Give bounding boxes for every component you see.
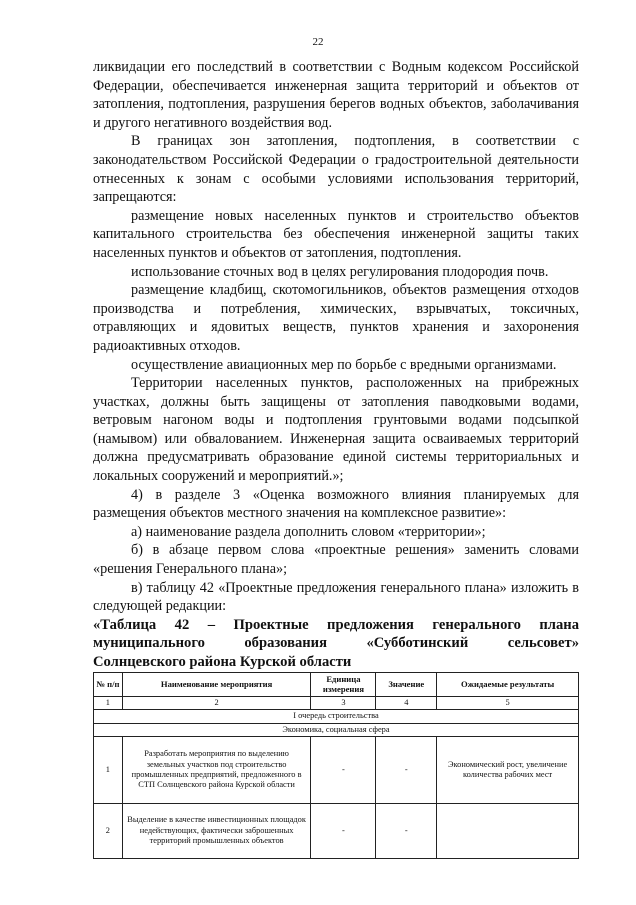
column-number: 3 — [311, 696, 376, 709]
column-number: 2 — [122, 696, 311, 709]
paragraph: б) в абзаце первом слова «проектные решения» заменить словами «решения Генерального плана»; — [93, 542, 579, 578]
paragraph: размещение новых населенных пунктов и строительство объектов капитального строительства без обеспечения инженерной защиты таких населенных пунктов и объектов от затопления, подтопления. — [93, 207, 579, 261]
column-number: 5 — [437, 696, 579, 709]
row-num: 2 — [94, 804, 123, 859]
column-number: 4 — [376, 696, 437, 709]
row-result — [437, 804, 579, 859]
measures-table — [93, 672, 579, 859]
sphere-row — [94, 723, 579, 736]
table-title-main: «Таблица 42 – Проектные предложения генерального плана муниципального образования «Субботинский сельсовет» — [93, 616, 579, 652]
header-result: Ожидаемые результаты — [437, 673, 579, 697]
row-unit: - — [311, 737, 376, 804]
table-row — [94, 737, 579, 804]
paragraph: использование сточных вод в целях регулирования плодородия почв. — [131, 263, 549, 280]
sphere-label: Экономика, социальная сфера — [94, 723, 579, 736]
table-title — [93, 616, 579, 672]
header-unit: Единица измерения — [311, 673, 376, 697]
paragraph: ликвидации его последствий в соответствии с Водным кодексом Российской Федерации, обеспечивается инженерная защита территорий и объектов от затопления, подтопления, разрушения берегов водных объектов, заболачивания и другого негативного воздействия вод. — [93, 59, 579, 131]
column-number: 1 — [94, 696, 123, 709]
header-value: Значение — [376, 673, 437, 697]
header-num: № п/п — [94, 673, 123, 697]
row-result: Экономический рост, увеличение количества рабочих мест — [437, 737, 579, 804]
row-name: Разработать мероприятия по выделению земельных участков под строительство промышленных предприятий, предложенного в СТП Солнцевского района Курской области — [122, 737, 311, 804]
header-name: Наименование мероприятия — [122, 673, 311, 697]
table-row — [94, 804, 579, 859]
paragraph: Территории населенных пунктов, расположенных на прибрежных участках, должны быть защищены от затопления паводковыми водами, ветровым нагоном воды и подтопления грунтовыми водами подсыпкой (намывом) или обвалованием. Инженерная защита осваиваемых территорий должна предусматривать образование единой системы территориальных и локальных сооружений и мероприятий.»; — [93, 375, 579, 485]
table-title-last: Солнцевского района Курской области — [93, 654, 352, 670]
page-number: 22 — [312, 36, 324, 48]
paragraph: 4) в разделе 3 «Оценка возможного влияния планируемых для размещения объектов местного значения на комплексное развитие»: — [93, 486, 579, 522]
row-unit: - — [311, 804, 376, 859]
row-num: 1 — [94, 737, 123, 804]
paragraph: в) таблицу 42 «Проектные предложения генерального плана» изложить в следующей редакции: — [93, 579, 579, 615]
row-value: - — [376, 804, 437, 859]
row-name: Выделение в качестве инвестиционных площадок недействующих, фактически заброшенных территорий промышленных объектов — [122, 804, 311, 859]
column-number-row — [94, 696, 579, 709]
stage-label: I очередь строительства — [94, 710, 579, 723]
table-header-row — [94, 673, 579, 697]
stage-row — [94, 710, 579, 723]
paragraph: размещение кладбищ, скотомогильников, объектов размещения отходов производства и потребления, химических, взрывчатых, токсичных, отравляющих и ядовитых веществ, пунктов хранения и захоронения радиоактивных отходов. — [93, 282, 579, 354]
paragraph: В границах зон затопления, подтопления, в соответствии с законодательством Российской Федерации о градостроительной деятельности отнесенных к зонам с особыми условиями использования территорий, запрещаются: — [93, 133, 579, 206]
row-value: - — [376, 737, 437, 804]
paragraph: осуществление авиационных мер по борьбе с вредными организмами. — [131, 356, 557, 373]
paragraph: а) наименование раздела дополнить словом «территории»; — [131, 523, 486, 540]
body-text — [93, 58, 579, 672]
